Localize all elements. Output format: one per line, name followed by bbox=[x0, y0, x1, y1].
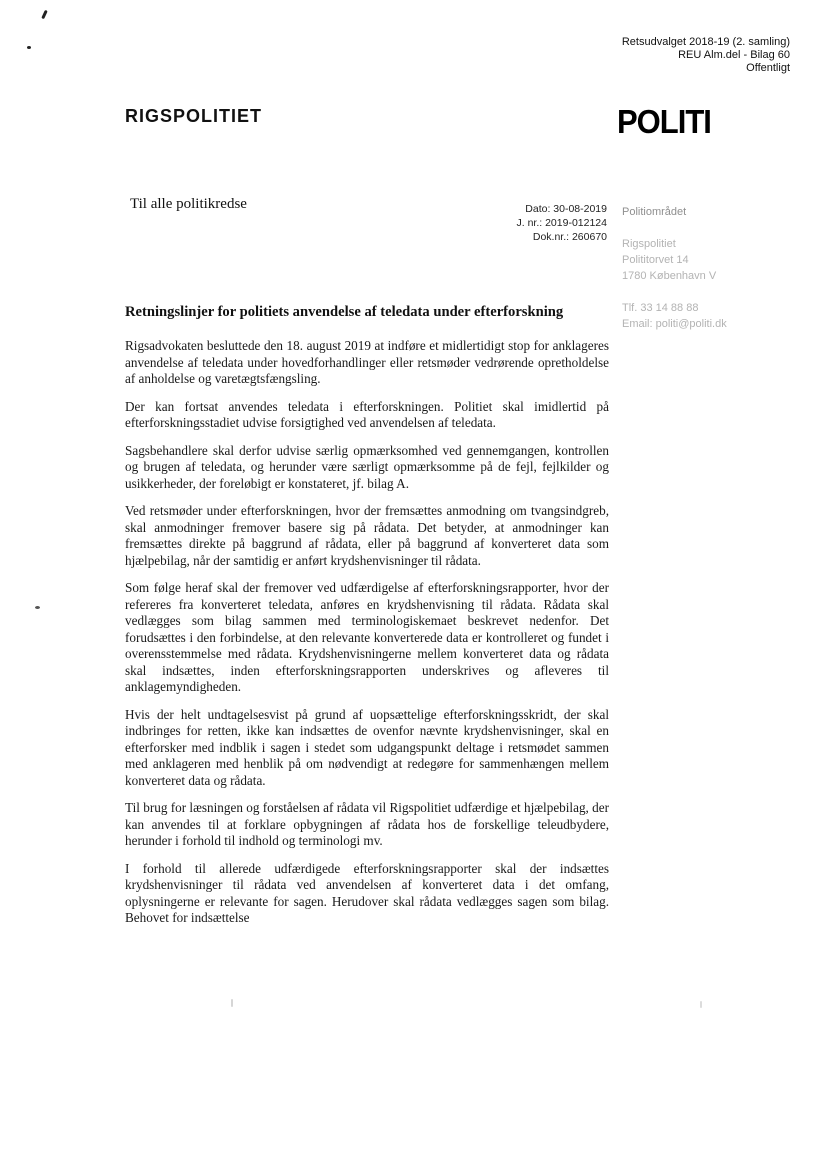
document-meta bbox=[517, 202, 608, 244]
date-line: Dato: 30-08-2019 bbox=[525, 203, 607, 215]
paragraph: I forhold til allerede udfærdigede efterforskningsrapporter skal der indsættes krydshenvisninger til rådata ved anvendelsen af konverteret data i det omfang, oplysningerne er relevante for sagen. Herudover skal rådata vedlægges sagen som bilag. Behovet for indsættelse bbox=[125, 860, 609, 925]
scan-artifact bbox=[700, 1001, 702, 1008]
paragraph: Der kan fortsat anvendes teledata i efterforskningen. Politiet skal imidlertid på efterforskningsstadiet udvise forsigtighed ved anvendelsen af teledata. bbox=[125, 398, 609, 430]
sender-sidebar bbox=[622, 204, 792, 332]
scan-artifact bbox=[41, 10, 48, 19]
paragraph: Hvis der helt undtagelsesvist på grund af uopsættelige efterforskningsskridt, der skal indbringes for retten, ikke kan indsættes de ovenfor nævnte krydshenvisninger, skal en efterforsker med indblik i sagen i stedet som udgangspunkt deltage i retsmødet sammen med anklageren med henblik på om nødvendigt at redegøre for sammenhængen mellem konverteret data og rådata. bbox=[125, 706, 609, 788]
committee-line: Retsudvalget 2018-19 (2. samling) bbox=[621, 36, 790, 48]
sender-phone: Tlf. 33 14 88 88 bbox=[622, 302, 699, 314]
paragraph: Ved retsmøder under efterforskningen, hvor der fremsættes anmodning om tvangsindgreb, skal anmodninger fremover basere sig på rådata. Det betyder, at anmodninger kan fremsættes direkte på baggrund af rådata, eller på baggrund af konverteret data som hjælpebilag, når der samtidig er anført krydshenvisninger til rådata. bbox=[125, 503, 609, 568]
scan-artifact bbox=[35, 606, 40, 609]
committee-line: Offentligt bbox=[746, 62, 790, 74]
recipient-line: Til alle politikredse bbox=[130, 196, 247, 212]
sender-city: 1780 København V bbox=[622, 270, 717, 282]
scan-artifact bbox=[231, 999, 233, 1007]
paragraph: Sagsbehandlere skal derfor udvise særlig opmærksomhed ved gennemgangen, kontrollen og brugen af teledata, og herunder være særligt opmærksomme på de fejl, fejlkilder og usikkerheder, der foreløbigt er konstateret, jf. bilag A. bbox=[125, 442, 609, 491]
document-title: Retningslinjer for politiets anvendelse af teledata under efterforskning bbox=[125, 304, 564, 320]
politi-logo: POLITI bbox=[617, 103, 711, 141]
paragraph: Rigsadvokaten besluttede den 18. august 2019 at indføre et midlertidigt stop for anklageres anvendelse af teledata under hovedforhandlinger eller retsmøder vedrørende opretholdelse af anholdelse og varetægtsfængsling. bbox=[125, 338, 609, 386]
paragraph: Til brug for læsningen og forståelsen af rådata vil Rigspolitiet udfærdige et hjælpebilag, der kan anvendes til at forklare opbygningen af rådata hos de forskellige teleudbydere, herunder i forhold til indhold og terminologi mv. bbox=[125, 800, 609, 848]
document-number-line: Dok.nr.: 260670 bbox=[532, 231, 607, 243]
sender-department: Politiområdet bbox=[622, 206, 687, 218]
sender-name: Rigspolitiet bbox=[622, 238, 676, 250]
org-name: RIGSPOLITIET bbox=[125, 106, 263, 126]
journal-number-line: J. nr.: 2019-012124 bbox=[516, 217, 607, 229]
sender-street: Polititorvet 14 bbox=[622, 254, 689, 266]
scan-artifact bbox=[27, 46, 31, 49]
document-body bbox=[125, 338, 609, 938]
paragraph: Som følge heraf skal der fremover ved udfærdigelse af efterforskningsrapporter, hvor der refereres fra konverteret teledata, anføres en krydshenvisning til rådata. Rådata skal vedlægges som bilag sammen med terminologiskemaet beskrevet nedenfor. Det forudsættes i den forbindelse, at den relevante konverterede data er kontrolleret og fundet i overensstemmelse med rådata. Krydshenvisningerne mellem konverteret data og rådata skal indsættes, inden efterforskningsrapporten underskrives og afleveres til anklagemyndigheden. bbox=[125, 580, 609, 694]
committee-line: REU Alm.del - Bilag 60 bbox=[678, 49, 790, 61]
sender-email: Email: politi@politi.dk bbox=[622, 318, 727, 330]
committee-stamp bbox=[622, 36, 790, 75]
